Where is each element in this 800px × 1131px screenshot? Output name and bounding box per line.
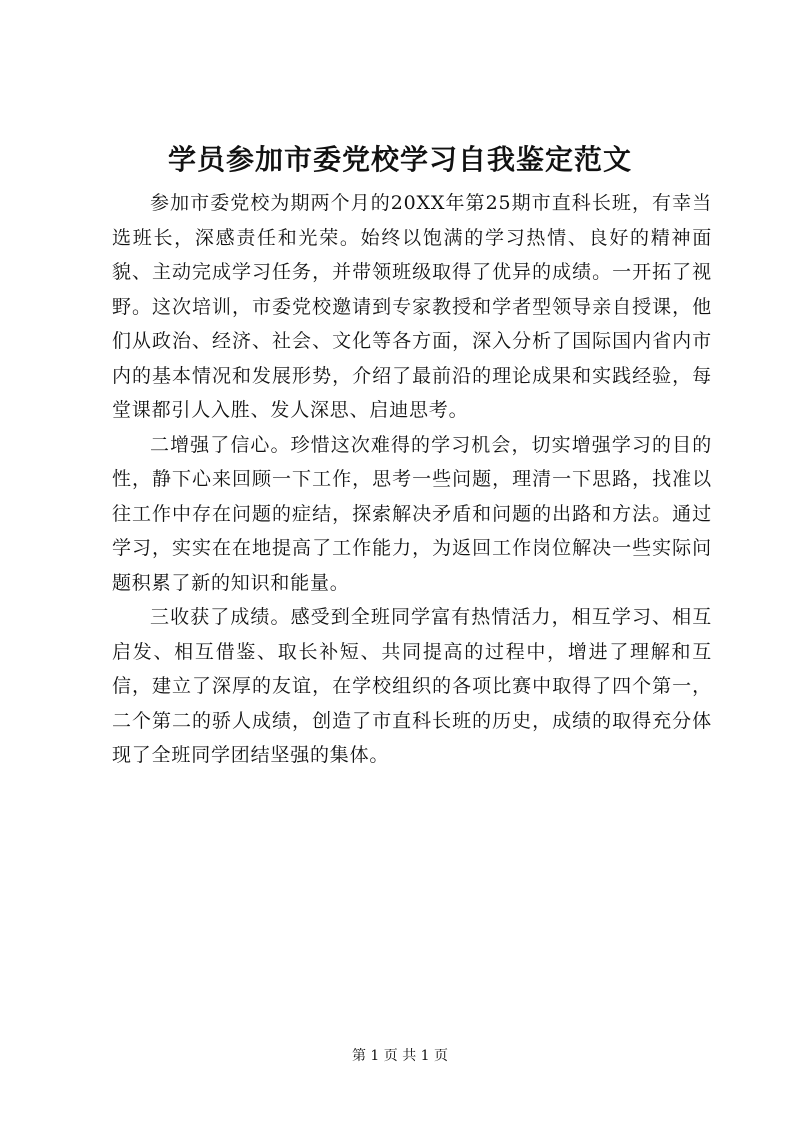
document-title: 学员参加市委党校学习自我鉴定范文 xyxy=(167,143,632,176)
paragraph-2: 二增强了信心。珍惜这次难得的学习机会，切实增强学习的目的性，静下心来回顾一下工作，思考一些问题，理清一下思路，找准以往工作中存在问题的症结，探索解决矛盾和问题的出路和方法。通过学习，实实在在地提高了工作能力，为返回工作岗位解决一些实际问题积累了新的知识和能量。 xyxy=(112,433,712,594)
page-footer: 第 1 页 共 1 页 xyxy=(351,1048,449,1064)
document-body xyxy=(112,186,712,773)
paragraph-3: 三收获了成绩。感受到全班同学富有热情活力，相互学习、相互启发、相互借鉴、取长补短、共同提高的过程中，增进了理解和互信，建立了深厚的友谊，在学校组织的各项比赛中取得了四个第一，二个第二的骄人成绩，创造了市直科长班的历史，成绩的取得充分体现了全班同学团结坚强的集体。 xyxy=(112,606,712,766)
paragraph-1: 参加市委党校为期两个月的20XX年第25期市直科长班，有幸当选班长，深感责任和光荣。始终以饱满的学习热情、良好的精神面貌、主动完成学习任务，并带领班级取得了优异的成绩。一开拓了视野。这次培训，市委党校邀请到专家教授和学者型领导亲自授课，他们从政治、经济、社会、文化等各方面，深入分析了国际国内省内市内的基本情况和发展形势，介绍了最前沿的理论成果和实践经验，每堂课都引人入胜、发人深思、启迪思考。 xyxy=(112,192,712,421)
